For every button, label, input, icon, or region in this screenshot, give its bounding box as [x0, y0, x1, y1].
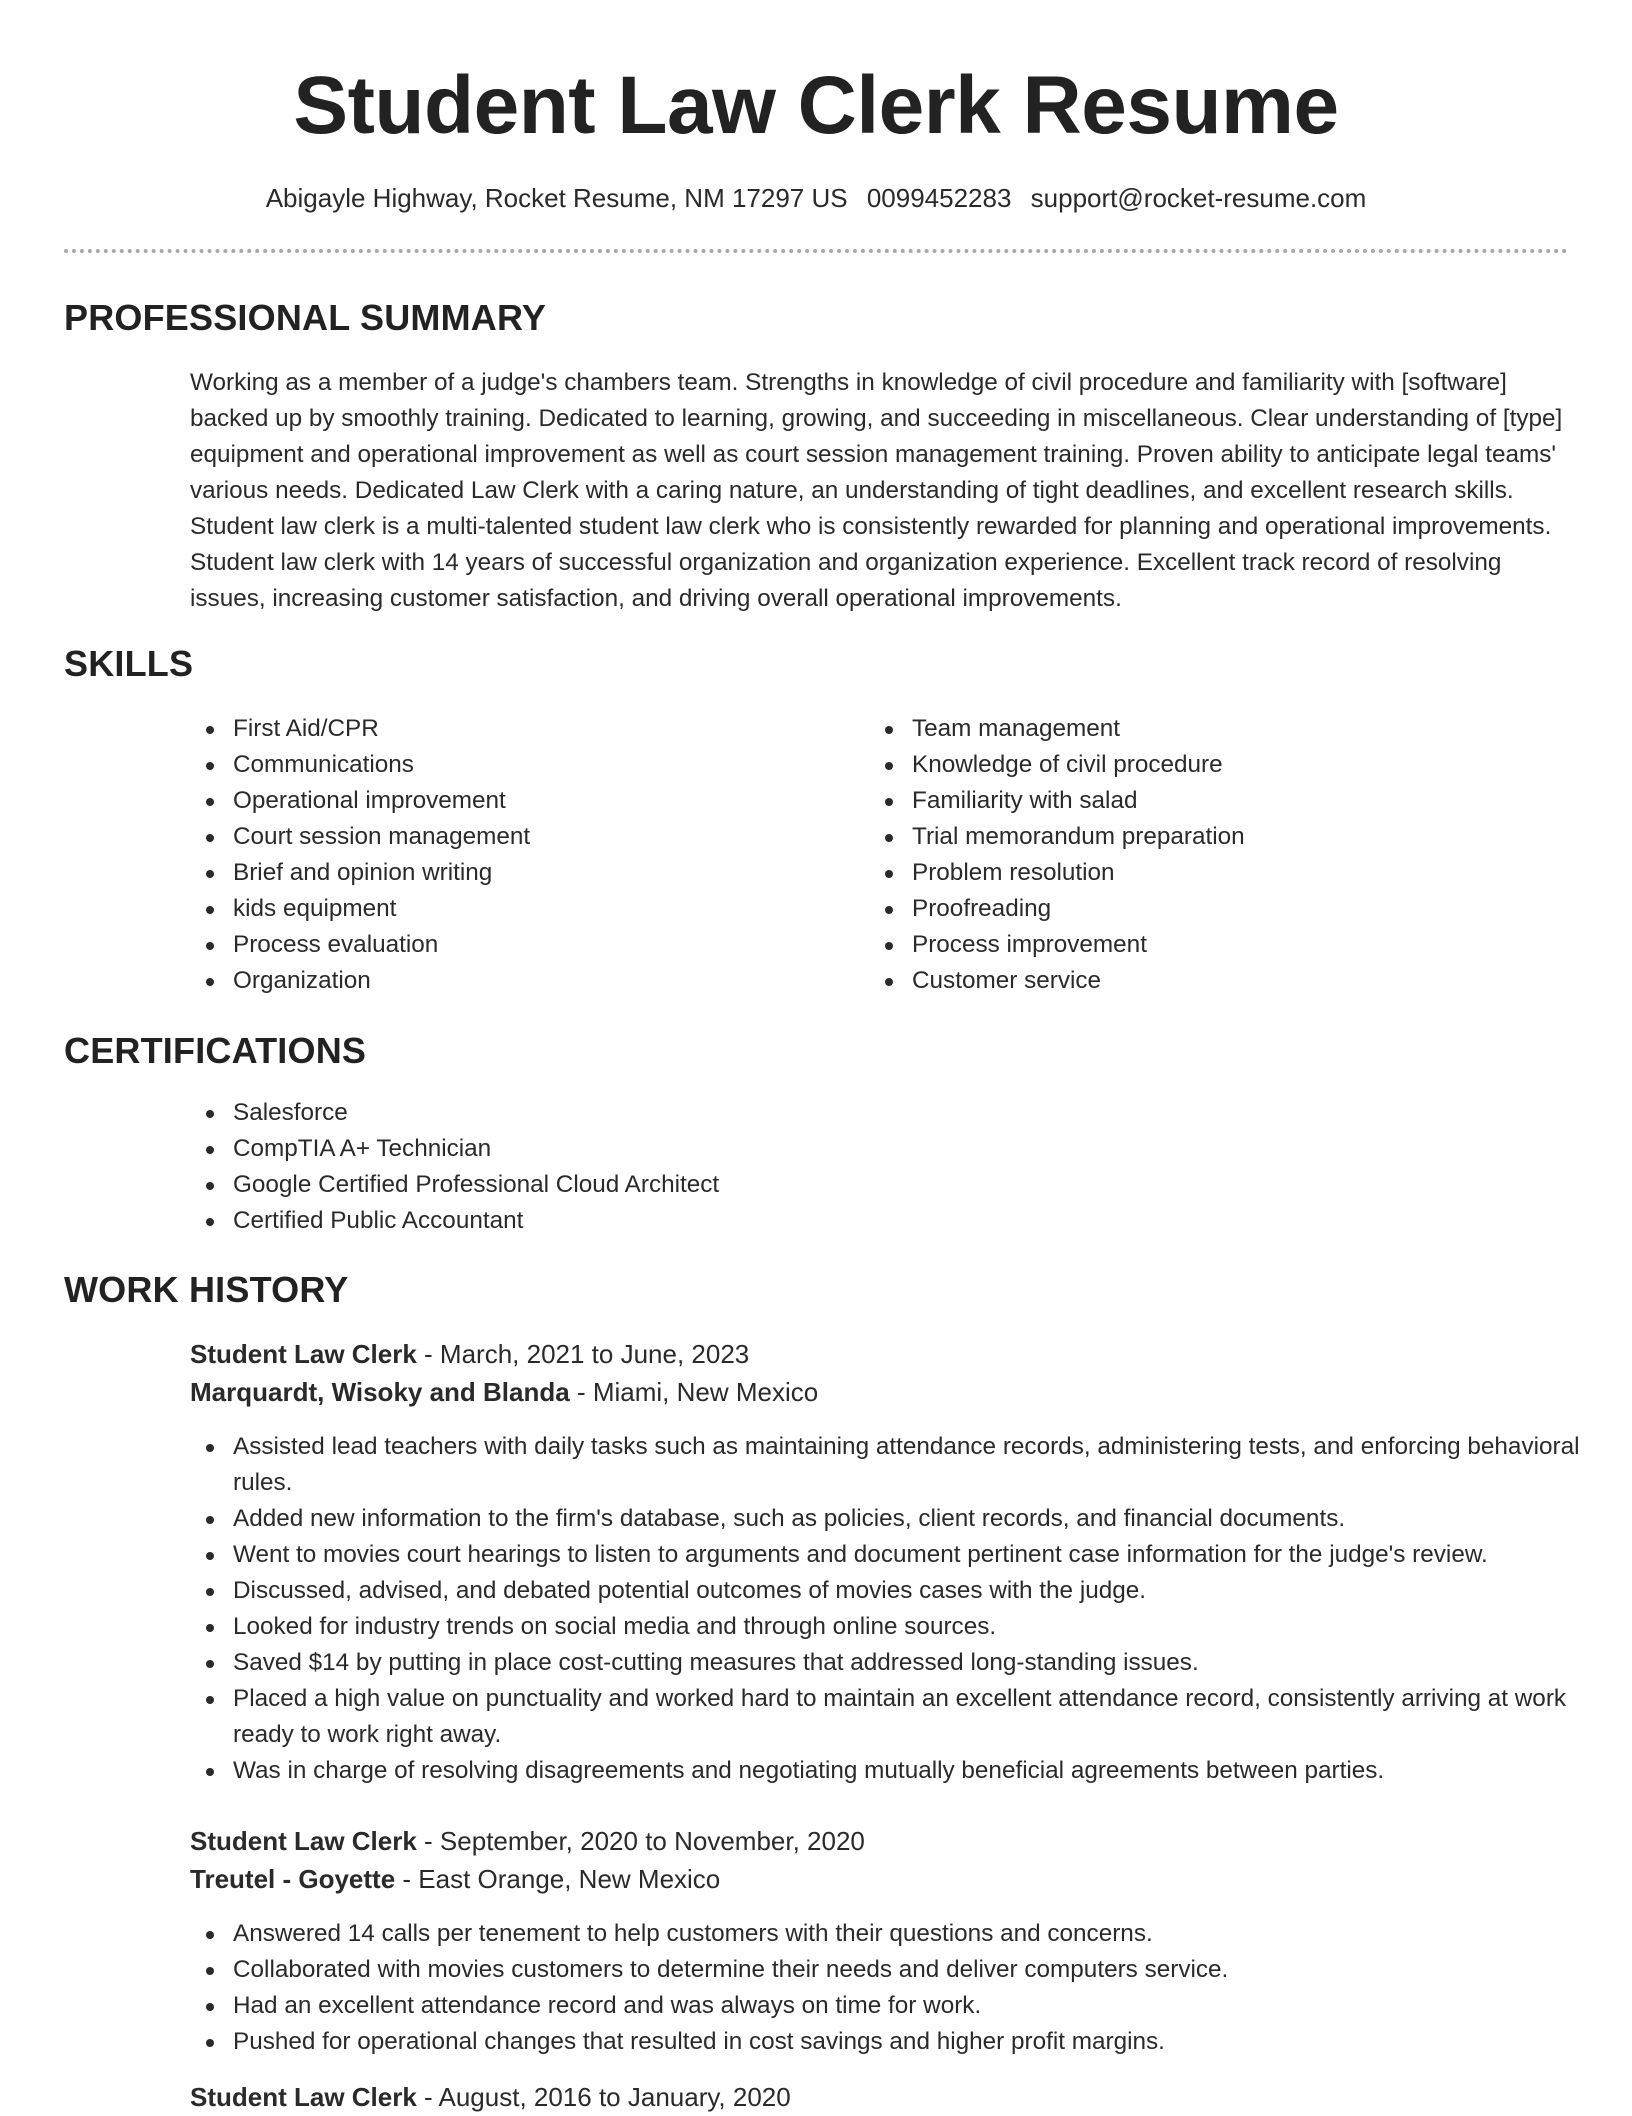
job-title: Student Law Clerk [190, 2082, 417, 2112]
skills-heading: SKILLS [64, 643, 194, 684]
skill-item: Team management [869, 711, 1469, 747]
job-dates: - August, 2016 to January, 2020 [416, 2082, 791, 2112]
skills-list-right [869, 711, 1469, 999]
skill-item: kids equipment [190, 891, 790, 927]
skill-item: Process improvement [869, 927, 1469, 963]
skill-item: Communications [190, 747, 790, 783]
job-title-line [190, 1335, 749, 1373]
job-dates: - September, 2020 to November, 2020 [416, 1826, 865, 1856]
certification-item: Salesforce [190, 1095, 1190, 1131]
job-duty-item: Was in charge of resolving disagreements and negotiating mutually beneficial agreements between parties. [190, 1753, 1580, 1789]
skill-item: Process evaluation [190, 927, 790, 963]
job-company-line [190, 1860, 720, 1898]
job-dates: - March, 2021 to June, 2023 [416, 1339, 750, 1369]
job-duty-item: Looked for industry trends on social media and through online sources. [190, 1609, 1580, 1645]
skill-item: Proofreading [869, 891, 1469, 927]
skill-item: Familiarity with salad [869, 783, 1469, 819]
job-company: Treutel - Goyette [190, 1864, 396, 1894]
header-divider [64, 249, 1568, 253]
skill-item: Trial memorandum preparation [869, 819, 1469, 855]
contact-line [0, 178, 1632, 218]
certifications-heading: CERTIFICATIONS [64, 1030, 367, 1071]
resume-title: Student Law Clerk Resume [293, 60, 1339, 151]
certification-item: Certified Public Accountant [190, 1203, 1190, 1239]
skill-item: Knowledge of civil procedure [869, 747, 1469, 783]
certifications-list [190, 1095, 1190, 1239]
job-duty-item: Saved $14 by putting in place cost-cutting measures that addressed long-standing issues. [190, 1645, 1580, 1681]
skill-item: Operational improvement [190, 783, 790, 819]
skill-item: Organization [190, 963, 790, 999]
skill-item: Brief and opinion writing [190, 855, 790, 891]
job-duty-item: Discussed, advised, and debated potential outcomes of movies cases with the judge. [190, 1573, 1580, 1609]
summary-text: Working as a member of a judge's chambers team. Strengths in knowledge of civil procedure and familiarity with [software] backed up by smoothly training. Dedicated to learning, growing, and succeeding in miscellaneous. Clear understanding of [type] equipment and operational improvement as well as court session management training. Proven ability to anticipate legal teams' various needs. Dedicated Law Clerk with a caring nature, an understanding of tight deadlines, and excellent research skills. Student law clerk is a multi-talented student law clerk who is consistently rewarded for planning and operational improvements. Student law clerk with 14 years of successful organization and organization experience. Excellent track record of resolving issues, increasing customer satisfaction, and driving overall operational improvements. [190, 369, 1563, 612]
job-duty-item: Went to movies court hearings to listen to arguments and document pertinent case information for the judge's review. [190, 1537, 1580, 1573]
job-duty-item: Pushed for operational changes that resulted in cost savings and higher profit margins. [190, 2024, 1580, 2060]
job-title-line [190, 2078, 791, 2116]
skill-item: Customer service [869, 963, 1469, 999]
skills-list-left [190, 711, 790, 999]
job-duty-item: Placed a high value on punctuality and worked hard to maintain an excellent attendance record, consistently arriving at work ready to work right away. [190, 1681, 1580, 1753]
job-title: Student Law Clerk [190, 1339, 417, 1369]
skill-item: First Aid/CPR [190, 711, 790, 747]
job-duty-item: Collaborated with movies customers to determine their needs and deliver computers service. [190, 1952, 1580, 1988]
contact-email: support@rocket-resume.com [1030, 183, 1367, 213]
job-duty-item: Assisted lead teachers with daily tasks such as maintaining attendance records, administering tests, and enforcing behavioral rules. [190, 1429, 1580, 1501]
skill-item: Court session management [190, 819, 790, 855]
job-duties-list [190, 1916, 1580, 2060]
skill-item: Problem resolution [869, 855, 1469, 891]
summary-heading: PROFESSIONAL SUMMARY [64, 297, 547, 338]
job-company: Marquardt, Wisoky and Blanda [190, 1377, 570, 1407]
certification-item: Google Certified Professional Cloud Architect [190, 1167, 1190, 1203]
job-company-line [190, 1373, 818, 1411]
contact-phone: 0099452283 [866, 183, 1012, 213]
job-duties-list [190, 1429, 1580, 1789]
job-duty-item: Had an excellent attendance record and was always on time for work. [190, 1988, 1580, 2024]
job-location: - Miami, New Mexico [569, 1377, 819, 1407]
job-title: Student Law Clerk [190, 1826, 417, 1856]
job-duty-item: Added new information to the firm's database, such as policies, client records, and financial documents. [190, 1501, 1580, 1537]
job-duty-item: Answered 14 calls per tenement to help customers with their questions and concerns. [190, 1916, 1580, 1952]
contact-address: Abigayle Highway, Rocket Resume, NM 17297 US [265, 183, 848, 213]
job-location: - East Orange, New Mexico [395, 1864, 721, 1894]
job-title-line [190, 1822, 865, 1860]
certification-item: CompTIA A+ Technician [190, 1131, 1190, 1167]
work-history-heading: WORK HISTORY [64, 1269, 349, 1310]
